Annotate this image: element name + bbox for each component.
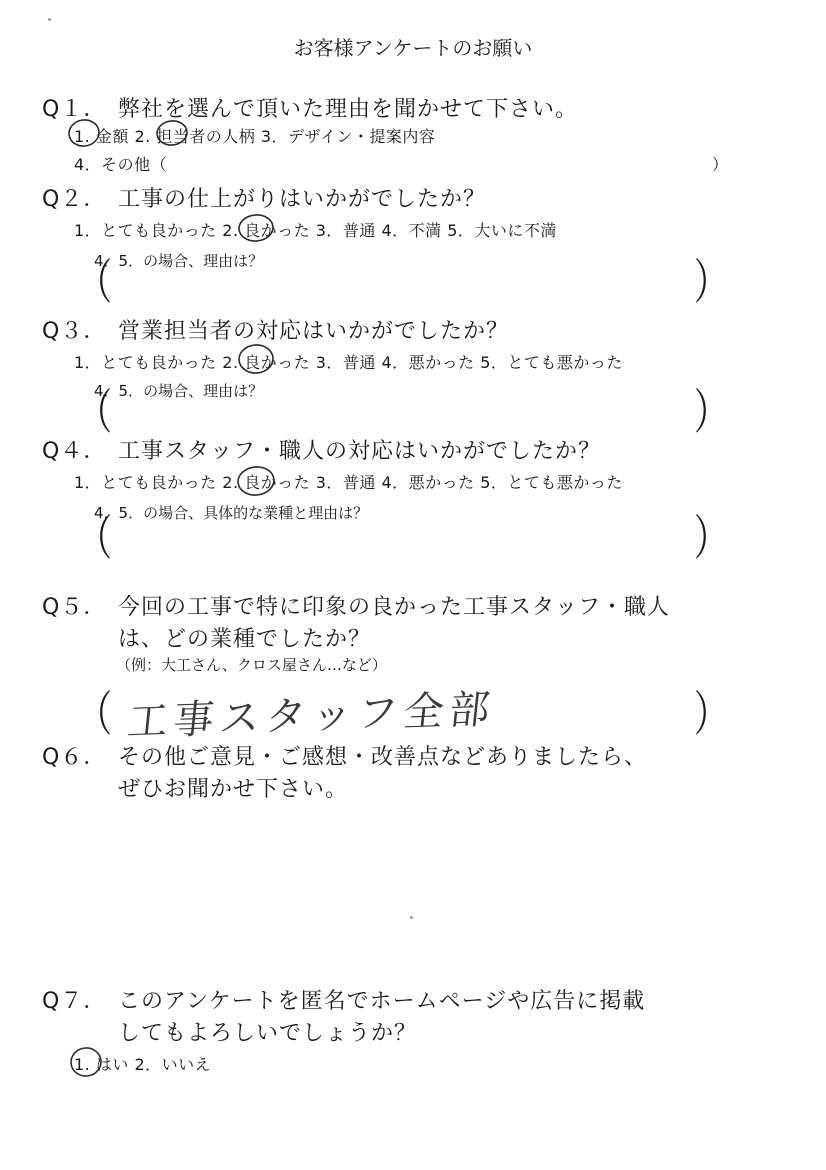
- q5-example: （例：大工さん、クロス屋さん…など）: [116, 656, 387, 674]
- q5-question-line1: 今回の工事で特に印象の良かった工事スタッフ・職人: [118, 595, 671, 620]
- q2-reason-open-paren: （: [78, 255, 112, 312]
- q4-reason-open-paren: （: [78, 511, 112, 568]
- q5-answer-open-paren: （: [78, 687, 112, 744]
- q3-question: 営業担当者の対応はいかがでしたか？: [118, 319, 510, 344]
- q4-label: Q４．: [42, 439, 107, 464]
- q3-options[interactable]: 1．とても良かった 2. 良かった 3．普通 4．悪かった 5．とても悪かった: [74, 353, 623, 372]
- q5-handwritten-answer[interactable]: 工事スタッフ全部: [125, 686, 498, 746]
- q3-label: Q３．: [42, 319, 107, 344]
- q6-question-line1: その他ご意見・ご感想・改善点などありましたら、: [118, 745, 648, 770]
- q6-label: Q６．: [42, 745, 107, 770]
- q1-other-option[interactable]: 4．その他（: [74, 155, 168, 174]
- q7-options[interactable]: 1. はい 2．いいえ: [74, 1055, 212, 1074]
- scan-speck: [48, 18, 51, 21]
- q3-reason-open-paren: （: [78, 385, 112, 442]
- page-title: お客様アンケートのお願い: [293, 36, 533, 60]
- q2-question: 工事の仕上がりはいかがでしたか？: [118, 187, 487, 212]
- q4-question: 工事スタッフ・職人の対応はいかがでしたか？: [118, 439, 602, 464]
- q2-options[interactable]: 1．とても良かった 2. 良かった 3．普通 4．不満 5．大いに不満: [74, 221, 557, 240]
- q4-reason-label: 4．5．の場合、具体的な業種と理由は？: [94, 504, 369, 522]
- scan-speck: [410, 916, 413, 919]
- q1-question: 弊社を選んで頂いた理由を聞かせて下さい。: [118, 97, 579, 122]
- q7-question-line2: してもよろしいでしょうか？: [118, 1021, 418, 1046]
- q2-reason-close-paren: ）: [694, 255, 728, 312]
- q5-label: Q５．: [42, 595, 107, 620]
- q6-answer-area[interactable]: [118, 810, 738, 970]
- q1-other-close-paren: ）: [712, 155, 729, 174]
- q6-question-line2: ぜひお聞かせ下さい。: [118, 777, 349, 802]
- q3-reason-close-paren: ）: [694, 385, 728, 442]
- q1-options[interactable]: 1. 金額 2. 担当者の人柄 3．デザイン・提案内容: [74, 127, 436, 146]
- q7-label: Q７．: [42, 989, 107, 1014]
- q7-question-line1: このアンケートを匿名でホームページや広告に掲載: [118, 989, 646, 1014]
- q4-options[interactable]: 1．とても良かった 2. 良かった 3．普通 4．悪かった 5．とても悪かった: [74, 473, 623, 492]
- q5-answer-close-paren: ）: [694, 687, 728, 744]
- q2-reason-label: 4．5．の場合、理由は？: [94, 252, 264, 270]
- q2-label: Q２．: [42, 187, 107, 212]
- q1-label: Q１．: [42, 97, 107, 122]
- q4-reason-close-paren: ）: [694, 511, 728, 568]
- q3-reason-label: 4．5．の場合、理由は？: [94, 382, 264, 400]
- q5-question-line2: は、どの業種でしたか？: [118, 627, 372, 652]
